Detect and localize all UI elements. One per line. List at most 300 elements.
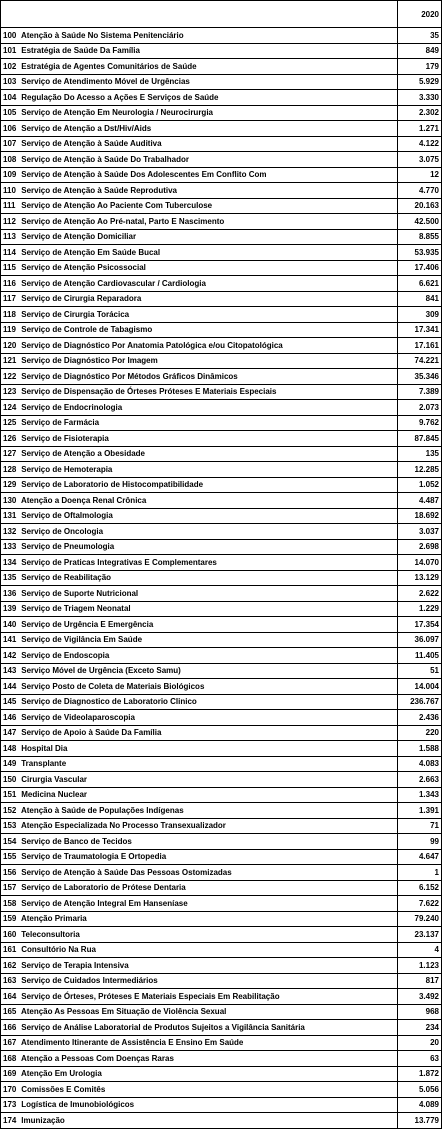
table-row bbox=[1, 167, 442, 183]
service-code: 168 bbox=[3, 1053, 17, 1063]
service-count: 8.855 bbox=[398, 229, 442, 245]
service-count: 11.405 bbox=[398, 648, 442, 664]
service-cell bbox=[1, 648, 398, 664]
service-cell bbox=[1, 477, 398, 493]
service-cell bbox=[1, 198, 398, 214]
service-name: Serviço de Diagnostico de Laboratorio Clinico bbox=[21, 697, 197, 707]
table-row bbox=[1, 59, 442, 75]
service-cell bbox=[1, 942, 398, 958]
service-name: Serviço de Terapia Intensiva bbox=[21, 960, 129, 970]
table-row bbox=[1, 245, 442, 261]
service-code: 152 bbox=[3, 805, 17, 815]
service-cell bbox=[1, 353, 398, 369]
service-code: 141 bbox=[3, 635, 17, 645]
table-row bbox=[1, 462, 442, 478]
service-code: 149 bbox=[3, 759, 17, 769]
table-row bbox=[1, 74, 442, 90]
service-name: Serviço de Diagnóstico Por Métodos Gráficos Dinâmicos bbox=[21, 371, 238, 381]
service-name: Serviço de Farmácia bbox=[21, 418, 100, 428]
table-row bbox=[1, 152, 442, 168]
service-count: 841 bbox=[398, 291, 442, 307]
service-cell bbox=[1, 741, 398, 757]
service-name: Serviço de Atenção à Saúde Do Trabalhador bbox=[21, 154, 189, 164]
service-cell bbox=[1, 818, 398, 834]
service-count: 5.929 bbox=[398, 74, 442, 90]
service-code: 165 bbox=[3, 1007, 17, 1017]
service-code: 151 bbox=[3, 790, 17, 800]
service-code: 132 bbox=[3, 526, 17, 536]
header-row bbox=[1, 1, 442, 28]
service-count: 309 bbox=[398, 307, 442, 323]
service-count: 17.161 bbox=[398, 338, 442, 354]
table-row bbox=[1, 307, 442, 323]
service-cell bbox=[1, 834, 398, 850]
service-code: 128 bbox=[3, 464, 17, 474]
service-cell bbox=[1, 1097, 398, 1113]
table-row bbox=[1, 617, 442, 633]
service-code: 107 bbox=[3, 139, 17, 149]
service-count: 9.762 bbox=[398, 415, 442, 431]
service-code: 130 bbox=[3, 495, 17, 505]
service-code: 161 bbox=[3, 945, 17, 955]
service-name: Serviço de Atenção a Dst/Hiv/Aids bbox=[21, 123, 152, 133]
service-name: Serviço de Atenção Cardiovascular / Cardiologia bbox=[21, 278, 206, 288]
service-code: 121 bbox=[3, 356, 17, 366]
service-count: 2.073 bbox=[398, 400, 442, 416]
table-row bbox=[1, 601, 442, 617]
service-cell bbox=[1, 1004, 398, 1020]
service-count: 1.229 bbox=[398, 601, 442, 617]
service-count: 35 bbox=[398, 28, 442, 44]
table-row bbox=[1, 322, 442, 338]
service-name: Serviço de Cirurgia Torácica bbox=[21, 309, 130, 319]
table-row bbox=[1, 353, 442, 369]
service-cell bbox=[1, 555, 398, 571]
service-code: 150 bbox=[3, 774, 17, 784]
service-cell bbox=[1, 214, 398, 230]
service-cell bbox=[1, 586, 398, 602]
service-name: Serviço Posto de Coleta de Materiais Biológicos bbox=[21, 681, 205, 691]
service-cell bbox=[1, 1035, 398, 1051]
table-row bbox=[1, 198, 442, 214]
service-count: 12 bbox=[398, 167, 442, 183]
service-count: 236.767 bbox=[398, 694, 442, 710]
table-row bbox=[1, 1004, 442, 1020]
service-count: 4.647 bbox=[398, 849, 442, 865]
service-name: Serviço de Urgência E Emergência bbox=[21, 619, 154, 629]
table-row bbox=[1, 896, 442, 912]
service-code: 159 bbox=[3, 914, 17, 924]
service-cell bbox=[1, 462, 398, 478]
table-row bbox=[1, 632, 442, 648]
table-row bbox=[1, 973, 442, 989]
service-cell bbox=[1, 1020, 398, 1036]
table-row bbox=[1, 431, 442, 447]
service-name: Imunização bbox=[21, 1115, 65, 1125]
service-code: 164 bbox=[3, 991, 17, 1001]
service-cell bbox=[1, 896, 398, 912]
service-count: 817 bbox=[398, 973, 442, 989]
service-cell bbox=[1, 400, 398, 416]
service-count: 13.129 bbox=[398, 570, 442, 586]
service-name: Serviço de Vigilância Em Saúde bbox=[21, 635, 143, 645]
service-code: 131 bbox=[3, 511, 17, 521]
service-name: Serviço de Atenção Psicossocial bbox=[21, 263, 146, 273]
service-name: Atenção Em Urologia bbox=[20, 1069, 102, 1079]
service-name: Serviço de Atenção Ao Pré-natal, Parto E Nascimento bbox=[21, 216, 225, 226]
service-name: Serviço de Dispensação de Órteses Próteses E Materiais Especiais bbox=[21, 387, 277, 397]
service-code: 143 bbox=[3, 666, 17, 676]
service-code: 125 bbox=[3, 418, 17, 428]
service-code: 136 bbox=[3, 588, 17, 598]
service-count: 4.770 bbox=[398, 183, 442, 199]
service-name: Consultório Na Rua bbox=[21, 945, 96, 955]
table-row bbox=[1, 586, 442, 602]
service-cell bbox=[1, 307, 398, 323]
service-code: 163 bbox=[3, 976, 17, 986]
service-name: Serviço de Pneumologia bbox=[21, 542, 115, 552]
service-count: 14.004 bbox=[398, 679, 442, 695]
service-code: 142 bbox=[3, 650, 17, 660]
service-cell bbox=[1, 136, 398, 152]
service-count: 1.271 bbox=[398, 121, 442, 137]
service-cell bbox=[1, 384, 398, 400]
service-cell bbox=[1, 725, 398, 741]
service-count: 12.285 bbox=[398, 462, 442, 478]
service-count: 1.052 bbox=[398, 477, 442, 493]
service-count: 17.354 bbox=[398, 617, 442, 633]
service-name: Serviço de Atenção à Saúde Reprodutiva bbox=[21, 185, 177, 195]
service-count: 36.097 bbox=[398, 632, 442, 648]
service-name: Serviço de Controle de Tabagismo bbox=[21, 325, 153, 335]
service-name: Hospital Dia bbox=[21, 743, 68, 753]
service-count: 17.341 bbox=[398, 322, 442, 338]
service-count: 63 bbox=[398, 1051, 442, 1067]
service-code: 120 bbox=[3, 340, 17, 350]
service-name: Serviço de Banco de Tecidos bbox=[21, 836, 132, 846]
service-cell bbox=[1, 617, 398, 633]
service-code: 160 bbox=[3, 929, 17, 939]
service-code: 145 bbox=[3, 697, 17, 707]
service-cell bbox=[1, 493, 398, 509]
service-count: 3.075 bbox=[398, 152, 442, 168]
table-row bbox=[1, 927, 442, 943]
service-count: 71 bbox=[398, 818, 442, 834]
service-name: Serviço de Atenção Ao Paciente Com Tuberculose bbox=[21, 201, 213, 211]
service-name: Serviço de Hemoterapia bbox=[21, 464, 113, 474]
table-row bbox=[1, 28, 442, 44]
service-code: 105 bbox=[3, 108, 17, 118]
service-count: 4.487 bbox=[398, 493, 442, 509]
service-code: 158 bbox=[3, 898, 17, 908]
service-code: 162 bbox=[3, 960, 17, 970]
table-row bbox=[1, 818, 442, 834]
table-row bbox=[1, 338, 442, 354]
table-row bbox=[1, 1035, 442, 1051]
table-row bbox=[1, 772, 442, 788]
service-name: Serviço de Suporte Nutricional bbox=[21, 588, 139, 598]
service-name: Comissões E Comitês bbox=[21, 1084, 106, 1094]
service-cell bbox=[1, 570, 398, 586]
service-count: 179 bbox=[398, 59, 442, 75]
table-row bbox=[1, 384, 442, 400]
service-count: 1.123 bbox=[398, 958, 442, 974]
service-cell bbox=[1, 74, 398, 90]
service-code: 108 bbox=[3, 154, 17, 164]
service-cell bbox=[1, 105, 398, 121]
service-name: Serviço de Praticas Integrativas E Complementares bbox=[21, 557, 217, 567]
service-cell bbox=[1, 865, 398, 881]
service-code: 157 bbox=[3, 883, 17, 893]
service-count: 2.698 bbox=[398, 539, 442, 555]
service-code: 153 bbox=[3, 821, 17, 831]
service-cell bbox=[1, 291, 398, 307]
service-code: 156 bbox=[3, 867, 17, 877]
table-row bbox=[1, 1097, 442, 1113]
service-name: Serviço Móvel de Urgência (Exceto Samu) bbox=[21, 666, 181, 676]
table-row bbox=[1, 679, 442, 695]
service-name: Atendimento Itinerante de Assistência E Ensino Em Saúde bbox=[20, 1038, 244, 1048]
service-cell bbox=[1, 989, 398, 1005]
table-row bbox=[1, 880, 442, 896]
table-row bbox=[1, 555, 442, 571]
header-blank-cell bbox=[1, 1, 398, 28]
service-cell bbox=[1, 276, 398, 292]
service-code: 115 bbox=[3, 263, 16, 273]
table-row bbox=[1, 276, 442, 292]
service-code: 167 bbox=[3, 1038, 17, 1048]
table-row bbox=[1, 911, 442, 927]
table-row bbox=[1, 90, 442, 106]
service-code: 103 bbox=[3, 77, 17, 87]
service-cell bbox=[1, 121, 398, 137]
service-count: 968 bbox=[398, 1004, 442, 1020]
service-name: Serviço de Apoio à Saúde Da Família bbox=[21, 728, 162, 738]
table-row bbox=[1, 756, 442, 772]
service-code: 111 bbox=[3, 201, 16, 211]
service-code: 146 bbox=[3, 712, 17, 722]
service-count: 2.622 bbox=[398, 586, 442, 602]
service-cell bbox=[1, 973, 398, 989]
service-count: 3.330 bbox=[398, 90, 442, 106]
service-code: 116 bbox=[3, 278, 16, 288]
service-cell bbox=[1, 1113, 398, 1129]
table-row bbox=[1, 1066, 442, 1082]
service-code: 102 bbox=[3, 61, 17, 71]
service-name: Serviço de Atenção Integral Em Hanseníase bbox=[21, 898, 188, 908]
table-row bbox=[1, 214, 442, 230]
service-count: 1 bbox=[398, 865, 442, 881]
service-count: 51 bbox=[398, 663, 442, 679]
table-row bbox=[1, 1020, 442, 1036]
service-name: Serviço de Oftalmologia bbox=[21, 511, 113, 521]
service-code: 173 bbox=[3, 1100, 17, 1110]
service-count: 35.346 bbox=[398, 369, 442, 385]
service-code: 133 bbox=[3, 542, 17, 552]
service-name: Estratégia de Agentes Comunitários de Saúde bbox=[21, 61, 197, 71]
service-name: Medicina Nuclear bbox=[21, 790, 88, 800]
service-count: 1.343 bbox=[398, 787, 442, 803]
service-code: 169 bbox=[3, 1069, 17, 1079]
table-row bbox=[1, 1051, 442, 1067]
service-count: 3.492 bbox=[398, 989, 442, 1005]
service-name: Serviço de Laboratorio de Histocompatibilidade bbox=[21, 480, 204, 490]
service-count: 2.302 bbox=[398, 105, 442, 121]
table-row bbox=[1, 43, 442, 59]
service-count: 18.692 bbox=[398, 508, 442, 524]
service-name: Atenção Especializada No Processo Transexualizador bbox=[20, 821, 226, 831]
service-code: 155 bbox=[3, 852, 17, 862]
service-code: 144 bbox=[3, 681, 17, 691]
table-row bbox=[1, 570, 442, 586]
service-code: 166 bbox=[3, 1022, 17, 1032]
service-cell bbox=[1, 849, 398, 865]
service-cell bbox=[1, 167, 398, 183]
service-count: 135 bbox=[398, 446, 442, 462]
service-name: Atenção à Saúde No Sistema Penitenciário bbox=[20, 30, 184, 40]
service-cell bbox=[1, 911, 398, 927]
service-name: Serviço de Atenção Domiciliar bbox=[21, 232, 137, 242]
service-count: 20.163 bbox=[398, 198, 442, 214]
service-code: 100 bbox=[3, 30, 17, 40]
table-row bbox=[1, 803, 442, 819]
service-cell bbox=[1, 772, 398, 788]
table-row bbox=[1, 369, 442, 385]
table-row bbox=[1, 725, 442, 741]
service-name: Serviço de Reabilitação bbox=[21, 573, 112, 583]
table-row bbox=[1, 539, 442, 555]
service-count: 5.056 bbox=[398, 1082, 442, 1098]
service-code: 112 bbox=[3, 216, 16, 226]
service-cell bbox=[1, 958, 398, 974]
table-row bbox=[1, 260, 442, 276]
service-code: 123 bbox=[3, 387, 17, 397]
service-name: Teleconsultoria bbox=[21, 929, 80, 939]
service-count: 220 bbox=[398, 725, 442, 741]
service-count: 79.240 bbox=[398, 911, 442, 927]
service-cell bbox=[1, 446, 398, 462]
service-cell bbox=[1, 927, 398, 943]
service-code: 127 bbox=[3, 449, 17, 459]
service-name: Atenção a Pessoas Com Doenças Raras bbox=[20, 1053, 174, 1063]
service-cell bbox=[1, 601, 398, 617]
service-name: Serviço de Endoscopia bbox=[21, 650, 110, 660]
service-code: 124 bbox=[3, 402, 17, 412]
service-name: Serviço de Diagnóstico Por Anatomia Patológica e/ou Citopatológica bbox=[21, 340, 283, 350]
service-name: Cirurgia Vascular bbox=[21, 774, 88, 784]
table-row bbox=[1, 415, 442, 431]
service-cell bbox=[1, 539, 398, 555]
service-cell bbox=[1, 787, 398, 803]
table-row bbox=[1, 1113, 442, 1129]
table-row bbox=[1, 291, 442, 307]
table-row bbox=[1, 663, 442, 679]
service-name: Serviço de Fisioterapia bbox=[21, 433, 109, 443]
service-name: Serviço de Atenção Em Saúde Bucal bbox=[21, 247, 161, 257]
service-cell bbox=[1, 338, 398, 354]
service-name: Serviço de Traumatologia E Ortopedia bbox=[21, 852, 167, 862]
service-count: 20 bbox=[398, 1035, 442, 1051]
service-code: 140 bbox=[3, 619, 17, 629]
service-count: 234 bbox=[398, 1020, 442, 1036]
header-year: 2020 bbox=[398, 1, 442, 28]
service-name: Serviço de Órteses, Próteses E Materiais Especiais Em Reabilitação bbox=[21, 991, 280, 1001]
table-row bbox=[1, 136, 442, 152]
service-count: 7.622 bbox=[398, 896, 442, 912]
service-cell bbox=[1, 152, 398, 168]
service-cell bbox=[1, 508, 398, 524]
service-name: Atenção As Pessoas Em Situação de Violência Sexual bbox=[20, 1007, 227, 1017]
service-cell bbox=[1, 183, 398, 199]
service-cell bbox=[1, 90, 398, 106]
table-row bbox=[1, 787, 442, 803]
service-count: 23.137 bbox=[398, 927, 442, 943]
service-count: 14.070 bbox=[398, 555, 442, 571]
service-name: Serviço de Atenção à Saúde Dos Adolescentes Em Conflito Com bbox=[21, 170, 267, 180]
service-name: Serviço de Endocrinologia bbox=[21, 402, 123, 412]
service-cell bbox=[1, 663, 398, 679]
service-cell bbox=[1, 632, 398, 648]
table-row bbox=[1, 105, 442, 121]
service-code: 110 bbox=[3, 185, 16, 195]
table-row bbox=[1, 694, 442, 710]
service-cell bbox=[1, 803, 398, 819]
table-row bbox=[1, 446, 442, 462]
service-cell bbox=[1, 694, 398, 710]
service-name: Serviço de Videolaparoscopia bbox=[21, 712, 135, 722]
service-name: Regulação Do Acesso a Ações E Serviços de Saúde bbox=[21, 92, 219, 102]
service-code: 147 bbox=[3, 728, 17, 738]
table-row bbox=[1, 524, 442, 540]
service-count: 17.406 bbox=[398, 260, 442, 276]
service-count: 53.935 bbox=[398, 245, 442, 261]
service-code: 126 bbox=[3, 433, 17, 443]
service-count: 2.663 bbox=[398, 772, 442, 788]
service-name: Serviço de Atenção à Saúde Auditiva bbox=[21, 139, 162, 149]
service-name: Atenção a Doença Renal Crônica bbox=[20, 495, 147, 505]
service-count: 74.221 bbox=[398, 353, 442, 369]
service-cell bbox=[1, 43, 398, 59]
service-count: 4.122 bbox=[398, 136, 442, 152]
service-name: Atenção Primaria bbox=[20, 914, 87, 924]
service-code: 114 bbox=[3, 247, 16, 257]
service-name: Serviço de Atendimento Móvel de Urgências bbox=[21, 77, 190, 87]
table-row bbox=[1, 834, 442, 850]
table-row bbox=[1, 183, 442, 199]
service-code: 117 bbox=[3, 294, 16, 304]
service-code: 122 bbox=[3, 371, 17, 381]
service-cell bbox=[1, 1066, 398, 1082]
service-name: Atenção à Saúde de Populações Indígenas bbox=[20, 805, 184, 815]
service-cell bbox=[1, 679, 398, 695]
service-count: 1.588 bbox=[398, 741, 442, 757]
service-count: 849 bbox=[398, 43, 442, 59]
service-code: 154 bbox=[3, 836, 17, 846]
table-row bbox=[1, 493, 442, 509]
table-row bbox=[1, 400, 442, 416]
service-name: Serviço de Atenção a Obesidade bbox=[21, 449, 145, 459]
service-code: 170 bbox=[3, 1084, 17, 1094]
service-name: Transplante bbox=[21, 759, 67, 769]
service-code: 118 bbox=[3, 309, 16, 319]
service-name: Serviço de Diagnóstico Por Imagem bbox=[21, 356, 158, 366]
service-cell bbox=[1, 28, 398, 44]
service-code: 106 bbox=[3, 123, 17, 133]
table-body bbox=[1, 28, 442, 1129]
service-count: 4 bbox=[398, 942, 442, 958]
table-row bbox=[1, 229, 442, 245]
table-row bbox=[1, 710, 442, 726]
